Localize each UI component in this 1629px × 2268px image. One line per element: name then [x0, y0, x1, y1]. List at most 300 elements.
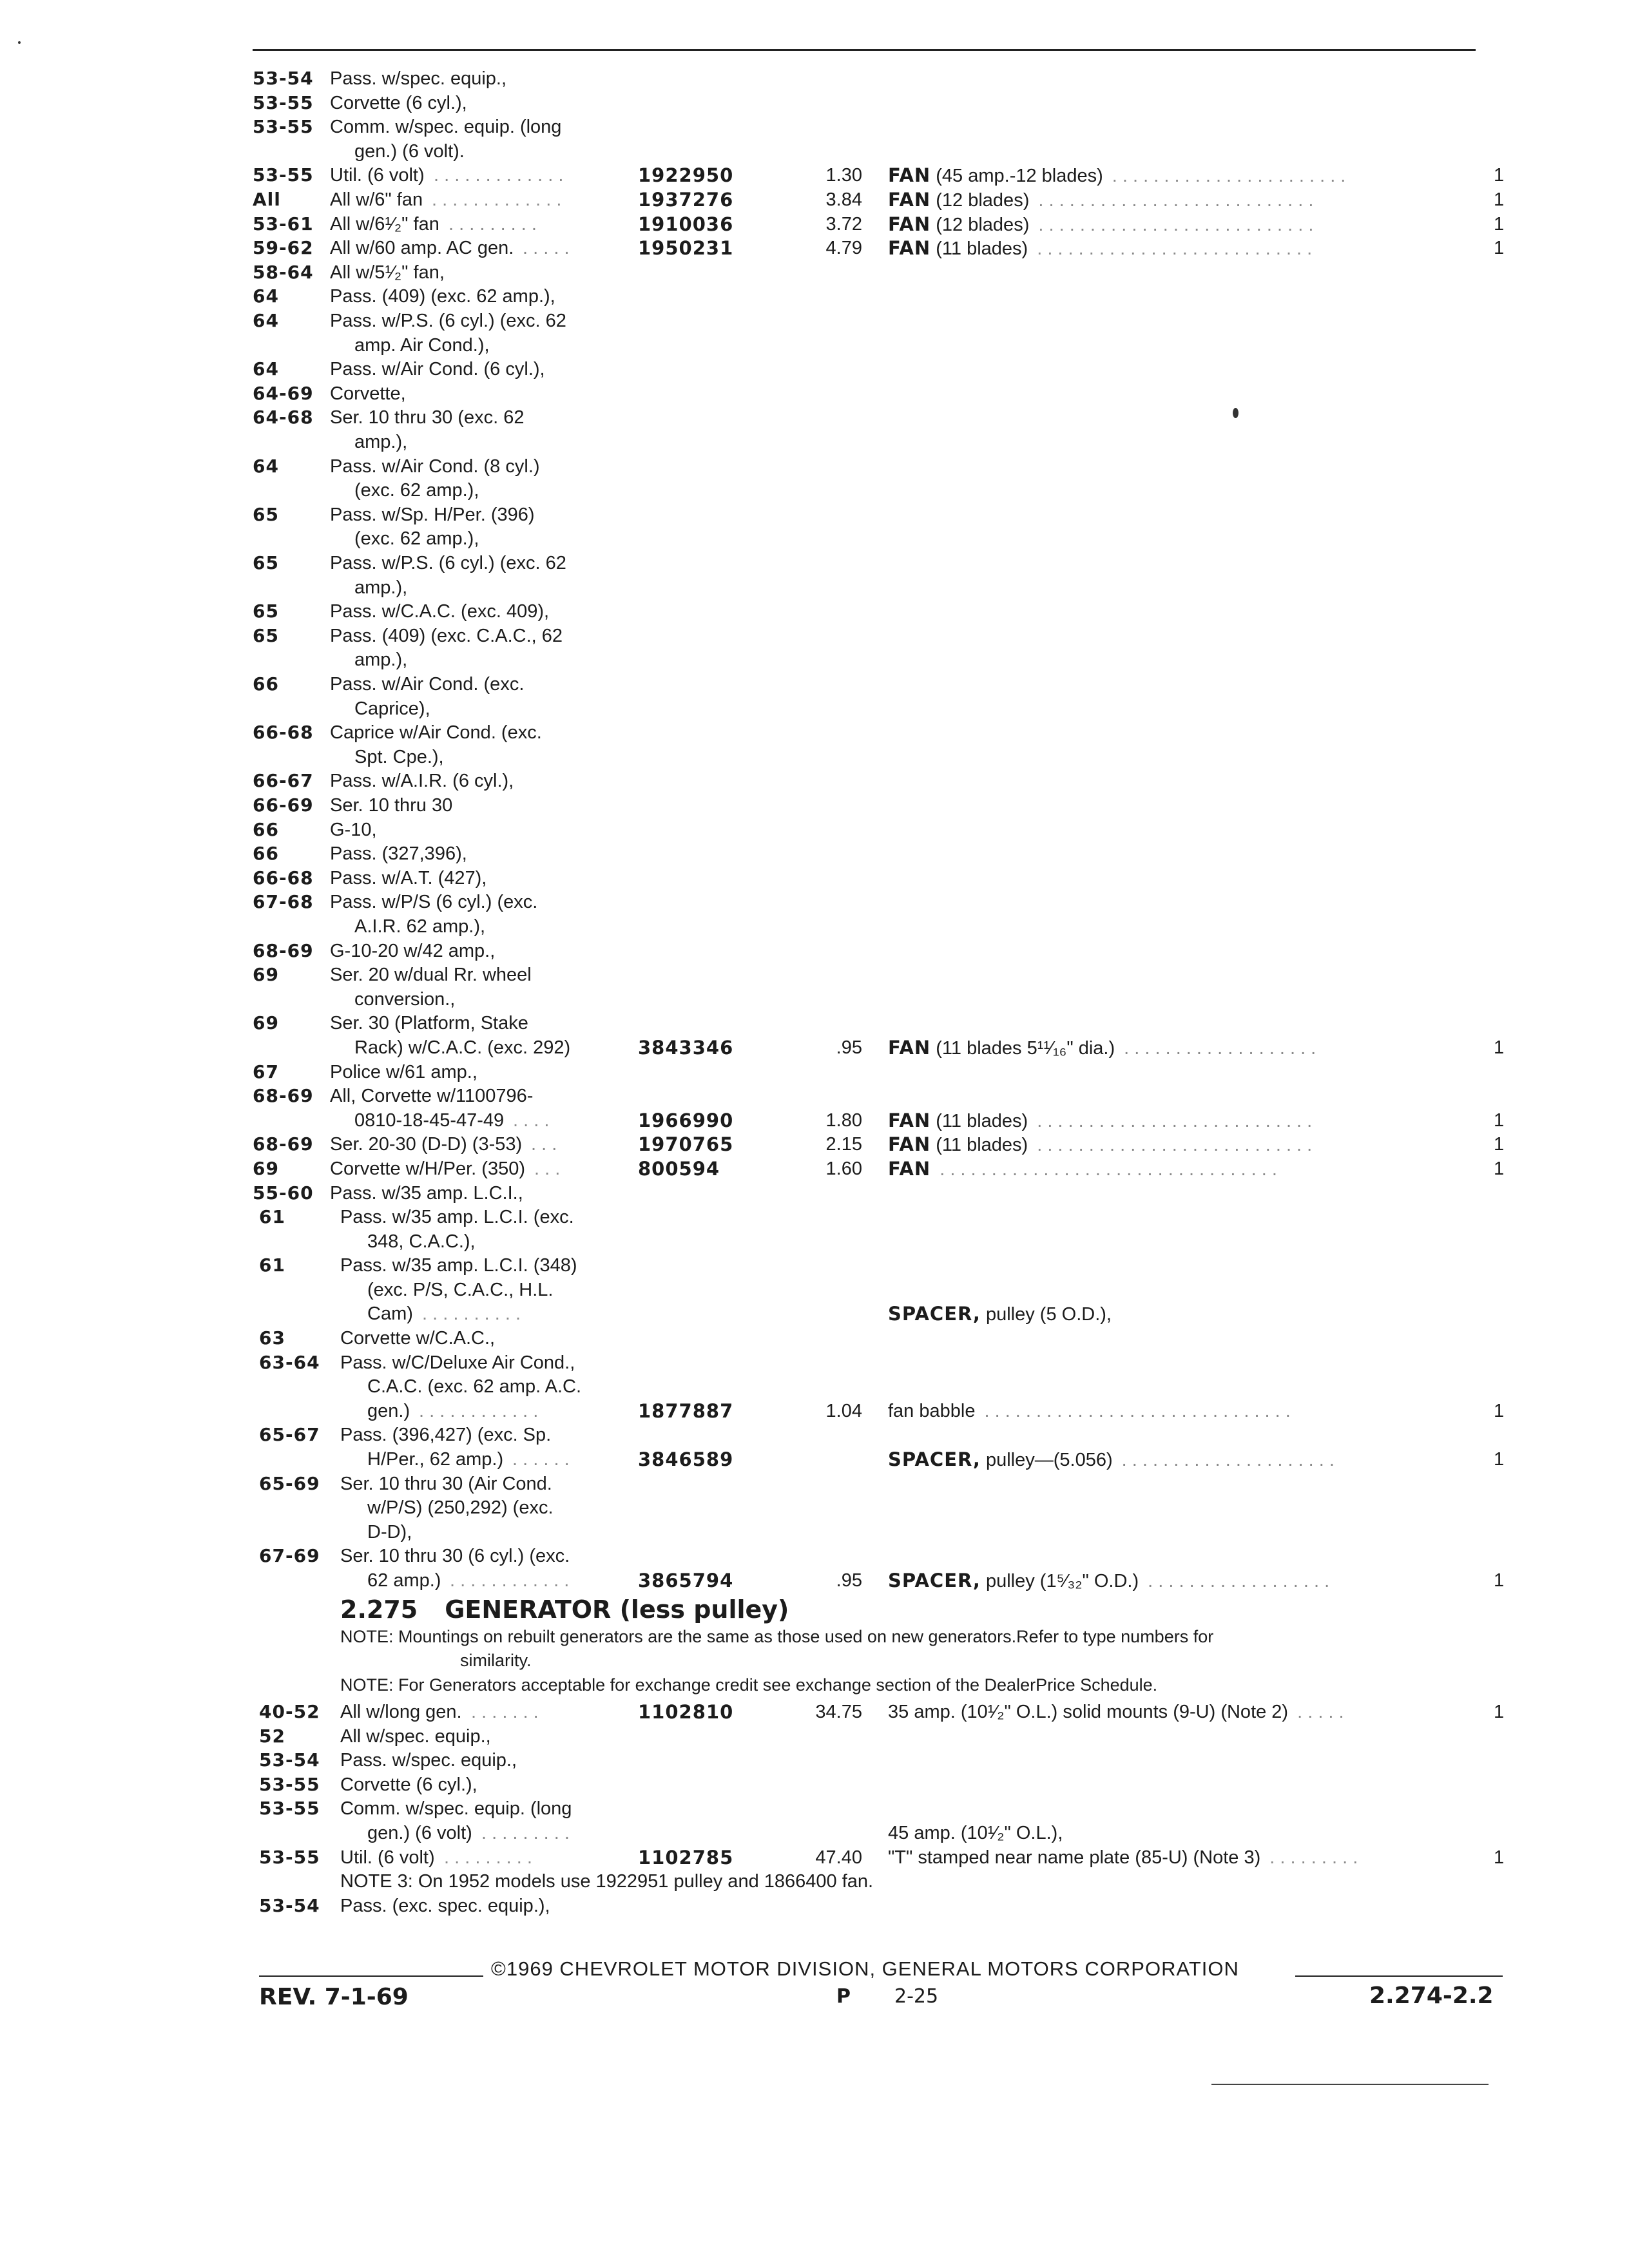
application-desc: A.I.R. 62 amp.),: [354, 916, 486, 937]
table-row: [0, 1350, 1629, 1376]
application-desc: Caprice w/Air Cond. (exc.: [330, 722, 542, 744]
quantity: 1: [1494, 1847, 1505, 1868]
model-year: 68-69: [253, 1133, 314, 1155]
model-year: 64: [253, 358, 279, 380]
table-row: [0, 526, 1629, 552]
part-name: [888, 1035, 1316, 1061]
table-row: [0, 309, 1629, 334]
table-row: [0, 672, 1629, 698]
table-row: [0, 187, 1629, 213]
model-year: 66: [253, 818, 279, 840]
application-desc: All w/6" fan: [330, 189, 423, 210]
application-desc: gen.) (6 volt): [367, 1823, 472, 1843]
part-name: [888, 236, 1312, 261]
table-row: [0, 1568, 1629, 1594]
part-name: [888, 1302, 1112, 1327]
table-row: [0, 1773, 1629, 1798]
part-name-keyword: SPACER,: [888, 1570, 981, 1591]
application-desc: Ser. 30 (Platform, Stake: [330, 1013, 528, 1034]
model-year: 61: [259, 1206, 285, 1227]
model-year: 53-55: [259, 1773, 320, 1795]
part-name: [888, 1568, 1329, 1593]
quantity: 1: [1494, 1449, 1505, 1470]
model-year: 53-54: [259, 1749, 320, 1771]
leader-dots: . . . . . . . . . . . . . . . . . . . . . . . . . . . . . .: [984, 1400, 1291, 1421]
application-desc: Pass. w/Sp. H/Per. (396): [330, 504, 535, 525]
application-desc: Pass. (409) (exc. 62 amp.),: [330, 286, 555, 307]
table-row: [0, 890, 1629, 916]
application-desc: (exc. 62 amp.),: [354, 528, 479, 550]
leader-dots: . . . . . . . . .: [1269, 1847, 1358, 1868]
part-number: 1102785: [638, 1846, 734, 1869]
note-1a: NOTE: Mountings on rebuilt generators are the same as those used on new generators.Refer to type numbers for: [340, 1627, 1214, 1646]
part-name: [888, 212, 1313, 237]
quantity: 1: [1494, 1400, 1505, 1421]
part-name: [888, 1821, 1063, 1845]
part-name: [888, 187, 1313, 213]
table-row: [0, 551, 1629, 577]
table-row: [0, 454, 1629, 480]
part-name-keyword: FAN: [888, 1133, 931, 1156]
application-desc: Corvette,: [330, 383, 406, 404]
model-year: 66: [253, 843, 279, 865]
model-year: 69: [253, 964, 279, 986]
part-name: [888, 1108, 1312, 1133]
model-year: 53-61: [253, 213, 314, 235]
application-desc: All w/spec. equip.,: [340, 1725, 491, 1747]
part-number: 3846589: [638, 1448, 734, 1470]
leader-dots: . . . . . . . . . . . . . . . . . . . . . . .: [1112, 166, 1346, 187]
part-number: 1877887: [638, 1399, 734, 1422]
model-year: 64: [253, 285, 279, 307]
application-desc: Ser. 20 w/dual Rr. wheel: [330, 965, 532, 986]
part-name-detail: "T" stamped near name plate (85-U) (Note 3): [888, 1847, 1261, 1868]
leader-dots: . . . . .: [523, 238, 570, 259]
list-price: 1.30: [825, 165, 862, 186]
leader-dots: . . . . . . . . . . . . . . . . . . . . . . . . . . .: [1037, 1135, 1313, 1156]
model-year: 63: [259, 1327, 285, 1349]
part-name-keyword: FAN: [888, 1158, 931, 1180]
table-row: [0, 260, 1629, 286]
application-desc: Pass. (409) (exc. C.A.C., 62: [330, 625, 563, 646]
model-year: All: [253, 189, 281, 210]
application-desc: 348, C.A.C.),: [367, 1231, 476, 1252]
leader-dots: . . . . . . . . . . . . . . . . . .: [1148, 1571, 1330, 1591]
application-desc: G-10,: [330, 819, 377, 840]
application-desc: 62 amp.): [367, 1570, 441, 1591]
application-desc: Corvette w/H/Per. (350): [330, 1158, 525, 1179]
part-name: [888, 1700, 1344, 1724]
model-year: 66: [253, 673, 279, 695]
leader-dots: . . . .: [513, 1110, 550, 1131]
application-desc: Pass. w/35 amp. L.C.I. (348): [340, 1255, 577, 1276]
table-row: [0, 1520, 1629, 1546]
table-row: [0, 1060, 1629, 1086]
table-row: [0, 648, 1629, 673]
application-desc: Caprice),: [354, 698, 430, 719]
quantity: 1: [1494, 1134, 1505, 1155]
application-desc: Util. (6 volt): [330, 165, 425, 186]
application-desc: Pass. w/spec. equip.,: [340, 1750, 517, 1771]
bottom-rule: [1211, 2084, 1489, 2085]
leader-dots: . . . . . . . . .: [481, 1823, 570, 1843]
part-name-keyword: SPACER,: [888, 1448, 981, 1470]
table-row: [0, 1495, 1629, 1521]
application-desc: G-10-20 w/42 amp.,: [330, 940, 496, 961]
application-desc: amp. Air Cond.),: [354, 334, 490, 356]
model-year: 53-55: [259, 1798, 320, 1820]
table-row: [0, 478, 1629, 504]
application-desc: Corvette w/C.A.C.,: [340, 1328, 496, 1349]
table-row: [0, 1326, 1629, 1352]
application-desc: All, Corvette w/1100796-: [330, 1086, 534, 1107]
table-row: [0, 1544, 1629, 1570]
group-code: 2.274-2.2: [1369, 1983, 1494, 2009]
table-row: [0, 381, 1629, 407]
part-number: 1102810: [638, 1701, 734, 1723]
model-year: 61: [259, 1254, 285, 1276]
part-name-detail: (11 blades): [930, 238, 1028, 260]
table-row: [0, 745, 1629, 771]
application-desc: Pass. w/Air Cond. (8 cyl.): [330, 456, 540, 477]
application-desc: NOTE 3: On 1952 models use 1922951 pulley and 1866400 fan.: [340, 1871, 874, 1892]
application-desc: All w/5¹⁄₂" fan,: [330, 262, 445, 283]
table-row: [0, 914, 1629, 940]
table-row: [0, 1894, 1629, 1919]
part-name: [888, 1399, 1291, 1423]
model-year: 66-68: [253, 722, 314, 744]
copyright-line: ©1969 CHEVROLET MOTOR DIVISION, GENERAL MOTORS CORPORATION: [491, 1957, 1239, 1980]
part-name-detail: (12 blades): [930, 190, 1030, 211]
table-row: [0, 818, 1629, 843]
table-row: [0, 1205, 1629, 1231]
application-desc: w/P/S) (250,292) (exc.: [367, 1497, 554, 1519]
section-subtitle: (less pulley): [619, 1595, 789, 1624]
model-year: 53-55: [253, 91, 314, 113]
list-price: 1.60: [825, 1158, 862, 1179]
section-heading: [340, 1595, 789, 1624]
application-desc: Spt. Cpe.),: [354, 746, 444, 767]
table-row: [0, 963, 1629, 988]
application-desc: Comm. w/spec. equip. (long: [340, 1798, 572, 1820]
table-row: [0, 1724, 1629, 1750]
table-row: [0, 1423, 1629, 1448]
table-row: [0, 1700, 1629, 1725]
part-name-detail: pulley (1⁵⁄₃₂" O.D.): [980, 1571, 1139, 1591]
model-year: 69: [253, 1158, 279, 1179]
part-number: 1966990: [638, 1109, 734, 1131]
table-row: [0, 357, 1629, 383]
part-number: 1970765: [638, 1133, 734, 1156]
model-year: 65-67: [259, 1424, 320, 1446]
part-name-keyword: FAN: [888, 237, 931, 260]
application-desc: Pass. w/spec. equip.,: [330, 68, 507, 89]
application-desc: Corvette (6 cyl.),: [330, 92, 467, 113]
table-row: [0, 1302, 1629, 1327]
application-desc: gen.) (6 volt).: [354, 140, 465, 162]
table-row: [0, 720, 1629, 746]
leader-dots: . . . . . . . . . . . . . . . . . . .: [1124, 1038, 1316, 1059]
model-year: 53-54: [253, 68, 314, 89]
table-row: [0, 1796, 1629, 1822]
table-row: [0, 503, 1629, 528]
quantity: 1: [1494, 1570, 1505, 1591]
table-row: [0, 624, 1629, 649]
part-name-detail: 35 amp. (10¹⁄₂" O.L.) solid mounts (9-U) (Note 2): [888, 1702, 1289, 1722]
leader-dots: . . . . . . . . . . . .: [450, 1570, 570, 1591]
section-title: GENERATOR: [445, 1595, 612, 1624]
part-number: 3865794: [638, 1570, 734, 1591]
application-desc: Pass. w/A.T. (427),: [330, 867, 487, 889]
table-row: [0, 405, 1629, 431]
list-price: 47.40: [815, 1847, 862, 1868]
application-desc: Comm. w/spec. equip. (long: [330, 117, 562, 138]
list-price: .95: [836, 1570, 862, 1591]
table-row: [0, 236, 1629, 262]
application-desc: Pass. w/C/Deluxe Air Cond.,: [340, 1352, 575, 1373]
application-desc: Ser. 10 thru 30 (6 cyl.) (exc.: [340, 1546, 570, 1567]
section-number: 2.275: [340, 1595, 418, 1624]
list-price: 2.15: [825, 1134, 862, 1155]
model-year: 69: [253, 1012, 279, 1034]
leader-dots: . . . . . . . . . . . . . . . . . . . . . . . . . . .: [1037, 1110, 1313, 1131]
leader-dots: . . . . . . . . . . . . . . . . . . . . . . . . . . . . . . . . .: [940, 1159, 1277, 1180]
application-desc: amp.),: [354, 649, 408, 671]
table-row: [0, 1132, 1629, 1158]
leader-dots: . . . . . . . . .: [448, 213, 537, 235]
leader-dots: . . .: [534, 1158, 561, 1179]
model-year: 68-69: [253, 1085, 314, 1107]
model-year: 66-67: [253, 770, 314, 792]
table-row: [0, 1181, 1629, 1207]
application-desc: Ser. 20-30 (D-D) (3-53): [330, 1134, 523, 1155]
leader-dots: . . . . . . . . . . . . . . . . . . . . . . . . . . .: [1037, 238, 1313, 260]
model-year: 65: [253, 601, 279, 622]
application-desc: Pass. (exc. spec. equip.),: [340, 1895, 550, 1916]
application-desc: All w/long gen.: [340, 1702, 462, 1722]
table-row: [0, 841, 1629, 867]
part-name: [888, 1447, 1335, 1472]
part-name-detail: (45 amp.-12 blades): [930, 166, 1103, 187]
model-year: 64-68: [253, 407, 314, 428]
application-desc: Util. (6 volt): [340, 1847, 435, 1868]
table-row: [0, 866, 1629, 892]
part-name-keyword: FAN: [888, 164, 931, 187]
table-row: [0, 1845, 1629, 1871]
table-row: [0, 1399, 1629, 1425]
quantity: 1: [1494, 1158, 1505, 1179]
model-year: 53-55: [259, 1846, 320, 1868]
model-year: 67: [253, 1061, 279, 1082]
part-number: 3843346: [638, 1037, 734, 1059]
list-price: 1.80: [825, 1110, 862, 1131]
model-year: 67-68: [253, 891, 314, 913]
table-row: [0, 1108, 1629, 1134]
model-year: 52: [259, 1725, 285, 1747]
model-year: 65: [253, 552, 279, 573]
part-name: [888, 1845, 1358, 1870]
part-name-detail: (11 blades): [930, 1135, 1028, 1156]
model-year: 53-55: [253, 116, 314, 138]
model-year: 66-69: [253, 794, 314, 816]
model-year: 65-69: [259, 1472, 320, 1494]
application-desc: Pass. w/35 amp. L.C.I. (exc.: [340, 1207, 574, 1227]
application-desc: Pass. w/P.S. (6 cyl.) (exc. 62: [330, 311, 566, 331]
list-price: 1.04: [825, 1400, 862, 1421]
list-price: 4.79: [825, 238, 862, 259]
model-year: 63-64: [259, 1351, 320, 1373]
application-desc: Corvette (6 cyl.),: [340, 1774, 477, 1795]
quantity: 1: [1494, 165, 1505, 186]
leader-dots: . . . . . . . . . . . . . . . . . . . . .: [1121, 1450, 1335, 1470]
part-name: [888, 1157, 1277, 1182]
leader-dots: . . . . . . . . . .: [422, 1303, 521, 1325]
application-desc: H/Per., 62 amp.): [367, 1449, 504, 1470]
application-desc: 0810-18-45-47-49: [354, 1110, 505, 1131]
application-desc: Pass. w/A.I.R. (6 cyl.),: [330, 771, 514, 792]
leader-dots: . . . . . . . . . . . .: [419, 1400, 539, 1421]
part-name-keyword: FAN: [888, 189, 931, 211]
leader-dots: . . . . . . . . .: [444, 1847, 532, 1868]
leader-dots: . . . . . . . . . . . . .: [432, 189, 562, 210]
quantity: 1: [1494, 1037, 1505, 1058]
table-row: [0, 1253, 1629, 1279]
model-year: 65: [253, 624, 279, 646]
table-row: [0, 793, 1629, 819]
application-desc: All w/6¹⁄₂" fan: [330, 213, 439, 235]
application-desc: D-D),: [367, 1521, 412, 1542]
table-row: [0, 430, 1629, 456]
model-year: 64: [253, 455, 279, 477]
application-desc: conversion.,: [354, 988, 456, 1010]
leader-dots: . . . . . . . . . . . . .: [434, 165, 564, 186]
application-desc: Pass. w/35 amp. L.C.I.,: [330, 1182, 523, 1204]
part-name-keyword: FAN: [888, 1037, 931, 1059]
table-row: [0, 939, 1629, 965]
application-desc: Cam): [367, 1303, 413, 1325]
application-desc: C.A.C. (exc. 62 amp. A.C.: [367, 1376, 581, 1398]
model-year: 40-52: [259, 1701, 320, 1722]
model-year: 66-68: [253, 867, 314, 889]
table-row: [0, 333, 1629, 359]
table-row: [0, 1084, 1629, 1110]
application-desc: Pass. (327,396),: [330, 843, 467, 865]
ink-speck: [18, 41, 21, 44]
application-desc: Ser. 10 thru 30 (exc. 62: [330, 407, 525, 428]
application-desc: Ser. 10 thru 30: [330, 795, 453, 816]
model-year: 67-69: [259, 1545, 320, 1567]
application-desc: Pass. w/C.A.C. (exc. 409),: [330, 601, 550, 622]
quantity: 1: [1494, 1702, 1505, 1722]
table-row: [0, 1011, 1629, 1037]
table-row: [0, 987, 1629, 1013]
table-row: [0, 284, 1629, 310]
list-price: .95: [836, 1037, 862, 1058]
leader-dots: . . . . . .: [512, 1449, 570, 1470]
table-row: [0, 1821, 1629, 1847]
part-name: [888, 163, 1345, 188]
application-desc: Pass. w/P.S. (6 cyl.) (exc. 62: [330, 553, 566, 573]
table-row: [0, 575, 1629, 601]
footer-rule-left: [259, 1975, 483, 1977]
list-price: 34.75: [815, 1702, 862, 1722]
model-year: 65: [253, 503, 279, 525]
part-name-detail: pulley—(5.056): [980, 1450, 1113, 1470]
application-desc: (exc. 62 amp.),: [354, 480, 479, 501]
table-row: [0, 66, 1629, 92]
model-year: 58-64: [253, 261, 314, 283]
part-name: [888, 1132, 1312, 1157]
part-name-keyword: FAN: [888, 1109, 931, 1131]
application-desc: Ser. 10 thru 30 (Air Cond.: [340, 1473, 552, 1494]
model-year: 55-60: [253, 1182, 314, 1204]
table-row: [0, 1035, 1629, 1061]
page-letter: P: [836, 1985, 851, 2008]
leader-dots: . . .: [531, 1134, 557, 1155]
quantity: 1: [1494, 238, 1505, 259]
part-name-keyword: SPACER,: [888, 1303, 981, 1325]
application-desc: amp.),: [354, 577, 408, 598]
top-rule: [253, 49, 1476, 51]
table-row: [0, 212, 1629, 238]
part-name-detail: fan babble: [888, 1400, 976, 1421]
page-number: 2-25: [894, 1985, 939, 2008]
model-year: 64-69: [253, 382, 314, 404]
application-desc: Police w/61 amp.,: [330, 1061, 477, 1082]
model-year: 53-55: [253, 164, 314, 186]
part-number: 1922950: [638, 164, 734, 187]
quantity: 1: [1494, 213, 1505, 235]
part-name-detail: pulley (5 O.D.),: [980, 1304, 1112, 1325]
table-row: [0, 1748, 1629, 1774]
leader-dots: . . . . .: [1297, 1702, 1344, 1722]
application-desc: amp.),: [354, 432, 408, 452]
application-desc: Pass. w/Air Cond. (6 cyl.),: [330, 359, 545, 380]
part-number: 1910036: [638, 213, 734, 235]
table-row: [0, 1447, 1629, 1473]
footer-rule-right: [1295, 1975, 1503, 1977]
table-row: [0, 769, 1629, 794]
part-name-keyword: FAN: [888, 213, 931, 235]
application-desc: Pass. w/Air Cond. (exc.: [330, 674, 525, 695]
application-desc: Rack) w/C.A.C. (exc. 292): [354, 1037, 571, 1058]
ink-speck: [1233, 408, 1239, 418]
part-name-detail: 45 amp. (10¹⁄₂" O.L.),: [888, 1823, 1063, 1843]
table-row: [0, 163, 1629, 189]
leader-dots: . . . . . . .: [471, 1702, 539, 1722]
table-row: [0, 1374, 1629, 1400]
leader-dots: . . . . . . . . . . . . . . . . . . . . . . . . . . .: [1038, 214, 1314, 235]
part-name-detail: (12 blades): [930, 214, 1030, 235]
model-year: 68-69: [253, 939, 314, 961]
table-row: [0, 599, 1629, 625]
table-row: [0, 91, 1629, 117]
application-desc: Pass. w/P/S (6 cyl.) (exc.: [330, 892, 538, 913]
table-row: [0, 1472, 1629, 1497]
model-year: 59-62: [253, 237, 314, 259]
table-row: [0, 1278, 1629, 1303]
table-row: [0, 1869, 1629, 1895]
revision-date: REV. 7-1-69: [259, 1984, 409, 2010]
table-row: [0, 139, 1629, 165]
application-desc: Pass. (396,427) (exc. Sp.: [340, 1425, 552, 1446]
note-1b: similarity.: [460, 1651, 532, 1670]
table-row: [0, 1157, 1629, 1182]
part-number: 800594: [638, 1158, 720, 1180]
part-name-detail: (11 blades): [930, 1110, 1028, 1131]
list-price: 3.84: [825, 189, 862, 210]
table-row: [0, 115, 1629, 140]
